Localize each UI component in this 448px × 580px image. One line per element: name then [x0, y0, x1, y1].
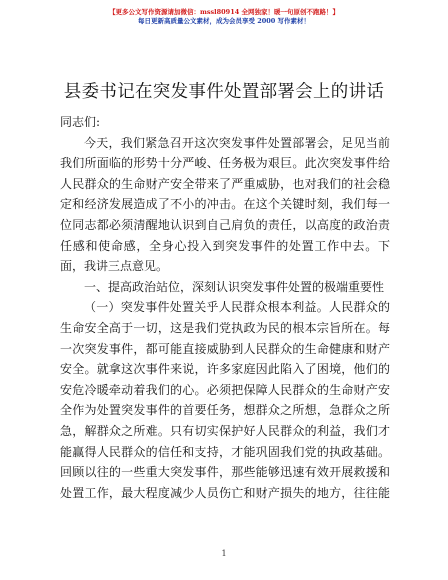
- paragraph-line: 位同志都必须清醒地认识到自己肩负的责任，以高度的政治责: [60, 217, 390, 232]
- promo-line-red[interactable]: 【更多公文写作资源请加微信：mssl80914 全网独家！暖一句原创不跑路！】: [108, 8, 340, 16]
- paragraph-line: 安全。就拿这次事件来说，许多家庭因此陷入了困境，他们的: [60, 362, 390, 377]
- page-number: 1: [221, 549, 227, 558]
- paragraph-line: 急，解群众之所难。只有切实保护好人民群众的利益，我们才: [60, 423, 390, 438]
- paragraph-line: 今天，我们紧急召开这次突发事件处置部署会，足见当前: [84, 135, 390, 150]
- section-heading: 一、提高政治站位，深刻认识突发事件处置的极端重要性: [84, 279, 385, 294]
- promo-line-blue[interactable]: 每日更新高质量公文素材，成为会员享受 2000 写作素材！: [137, 17, 311, 25]
- paragraph-line: 生命安全高于一切，这是我们党执政为民的根本宗旨所在。每: [60, 320, 390, 335]
- salutation: 同志们:: [60, 115, 101, 129]
- paragraph-line: 人民群众的生命财产安全带来了严重威胁，也对我们的社会稳: [60, 176, 390, 191]
- paragraph-line: 回顾以往的一些重大突发事件，那些能够迅速有效开展救援和: [60, 465, 390, 480]
- paragraph-line: （一）突发事件处置关乎人民群众根本利益。人民群众的: [84, 300, 390, 315]
- paragraph-line: 处置工作，最大程度减少人员伤亡和财产损失的地方，往往能: [60, 485, 390, 500]
- document-body: [60, 112, 390, 503]
- document-title: 县委书记在突发事件处置部署会上的讲话: [63, 82, 385, 102]
- paragraph-line: 定和经济发展造成了不小的冲击。在这个关键时刻，我们每一: [60, 197, 390, 212]
- paragraph-line: 全作为处置突发事件的首要任务，想群众之所想，急群众之所: [60, 403, 390, 418]
- paragraph-line: 面，我讲三点意见。: [60, 259, 169, 274]
- paragraph-line: 安危冷暖牵动着我们的心。必须把保障人民群众的生命财产安: [60, 382, 390, 397]
- paragraph-line: 一次突发事件，都可能直接威胁到人民群众的生命健康和财产: [60, 341, 390, 356]
- paragraph-line: 任感和使命感，全身心投入到突发事件的处置工作中去。下: [60, 238, 390, 253]
- paragraph-line: 我们所面临的形势十分严峻、任务极为艰巨。此次突发事件给: [60, 156, 390, 171]
- paragraph-line: 能赢得人民群众的信任和支持，才能巩固我们党的执政基础。: [60, 444, 390, 459]
- promo-banner: [0, 8, 448, 26]
